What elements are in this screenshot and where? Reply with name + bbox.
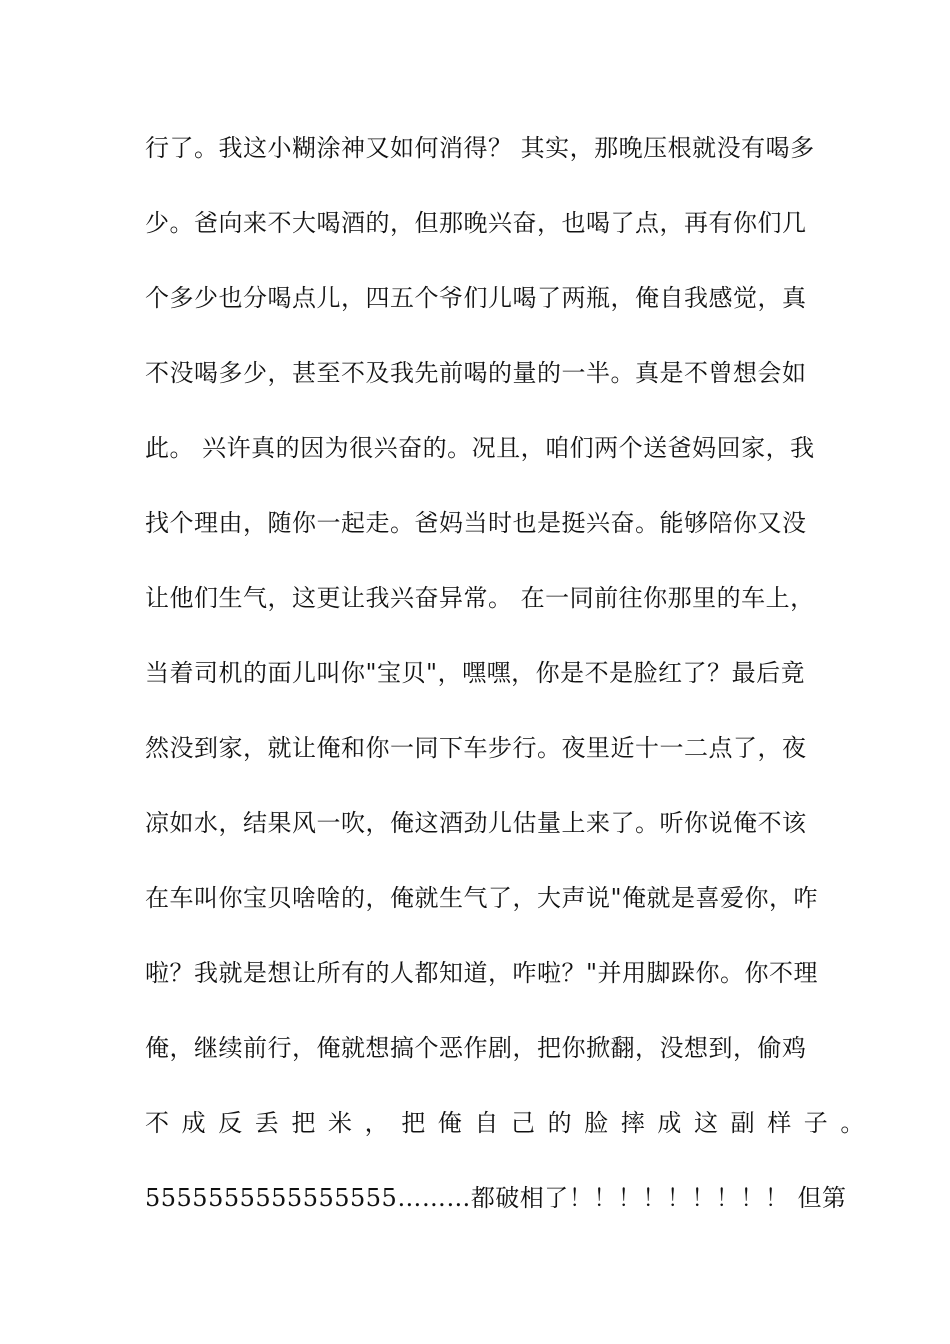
text-line-10: 凉如水，结果风一吹，俺这酒劲儿估量上来了。听你说俺不该 xyxy=(145,809,807,837)
text-line-7: 让他们生气，这更让我兴奋异常。 在一同前往你那里的车上， xyxy=(145,584,815,612)
body-text xyxy=(145,128,877,1253)
text-line-14: 不成反丢把米，把俺自己的脸摔成这副样子。 xyxy=(145,1109,877,1137)
text-line-5: 此。 兴许真的因为很兴奋的。况且，咱们两个送爸妈回家，我 xyxy=(145,434,815,462)
text-line-6: 找个理由，随你一起走。爸妈当时也是挺兴奋。能够陪你又没 xyxy=(145,509,807,537)
text-line-11: 在车叫你宝贝啥啥的，俺就生气了，大声说"俺就是喜爱你，咋 xyxy=(145,884,819,912)
text-line-8: 当着司机的面儿叫你"宝贝"，嘿嘿，你是不是脸红了？最后竟 xyxy=(145,659,806,687)
text-line-12: 啦？我就是想让所有的人都知道，咋啦？"并用脚跺你。你不理 xyxy=(145,959,819,987)
text-line-3: 个多少也分喝点儿，四五个爷们儿喝了两瓶，俺自我感觉，真 xyxy=(145,284,807,312)
text-line-13: 俺，继续前行，俺就想搞个恶作剧，把你掀翻，没想到，偷鸡 xyxy=(145,1034,807,1062)
text-line-2: 少。爸向来不大喝酒的，但那晚兴奋，也喝了点，再有你们几 xyxy=(145,209,807,237)
text-line-15: 5555555555555555………都破相了！！！！！！！！！ 但第 xyxy=(145,1184,847,1212)
text-line-1: 行了。我这小糊涂神又如何消得？ 其实，那晚压根就没有喝多 xyxy=(145,134,815,162)
text-line-4: 不没喝多少，甚至不及我先前喝的量的一半。真是不曾想会如 xyxy=(145,359,807,387)
text-line-9: 然没到家，就让俺和你一同下车步行。夜里近十一二点了，夜 xyxy=(145,734,807,762)
